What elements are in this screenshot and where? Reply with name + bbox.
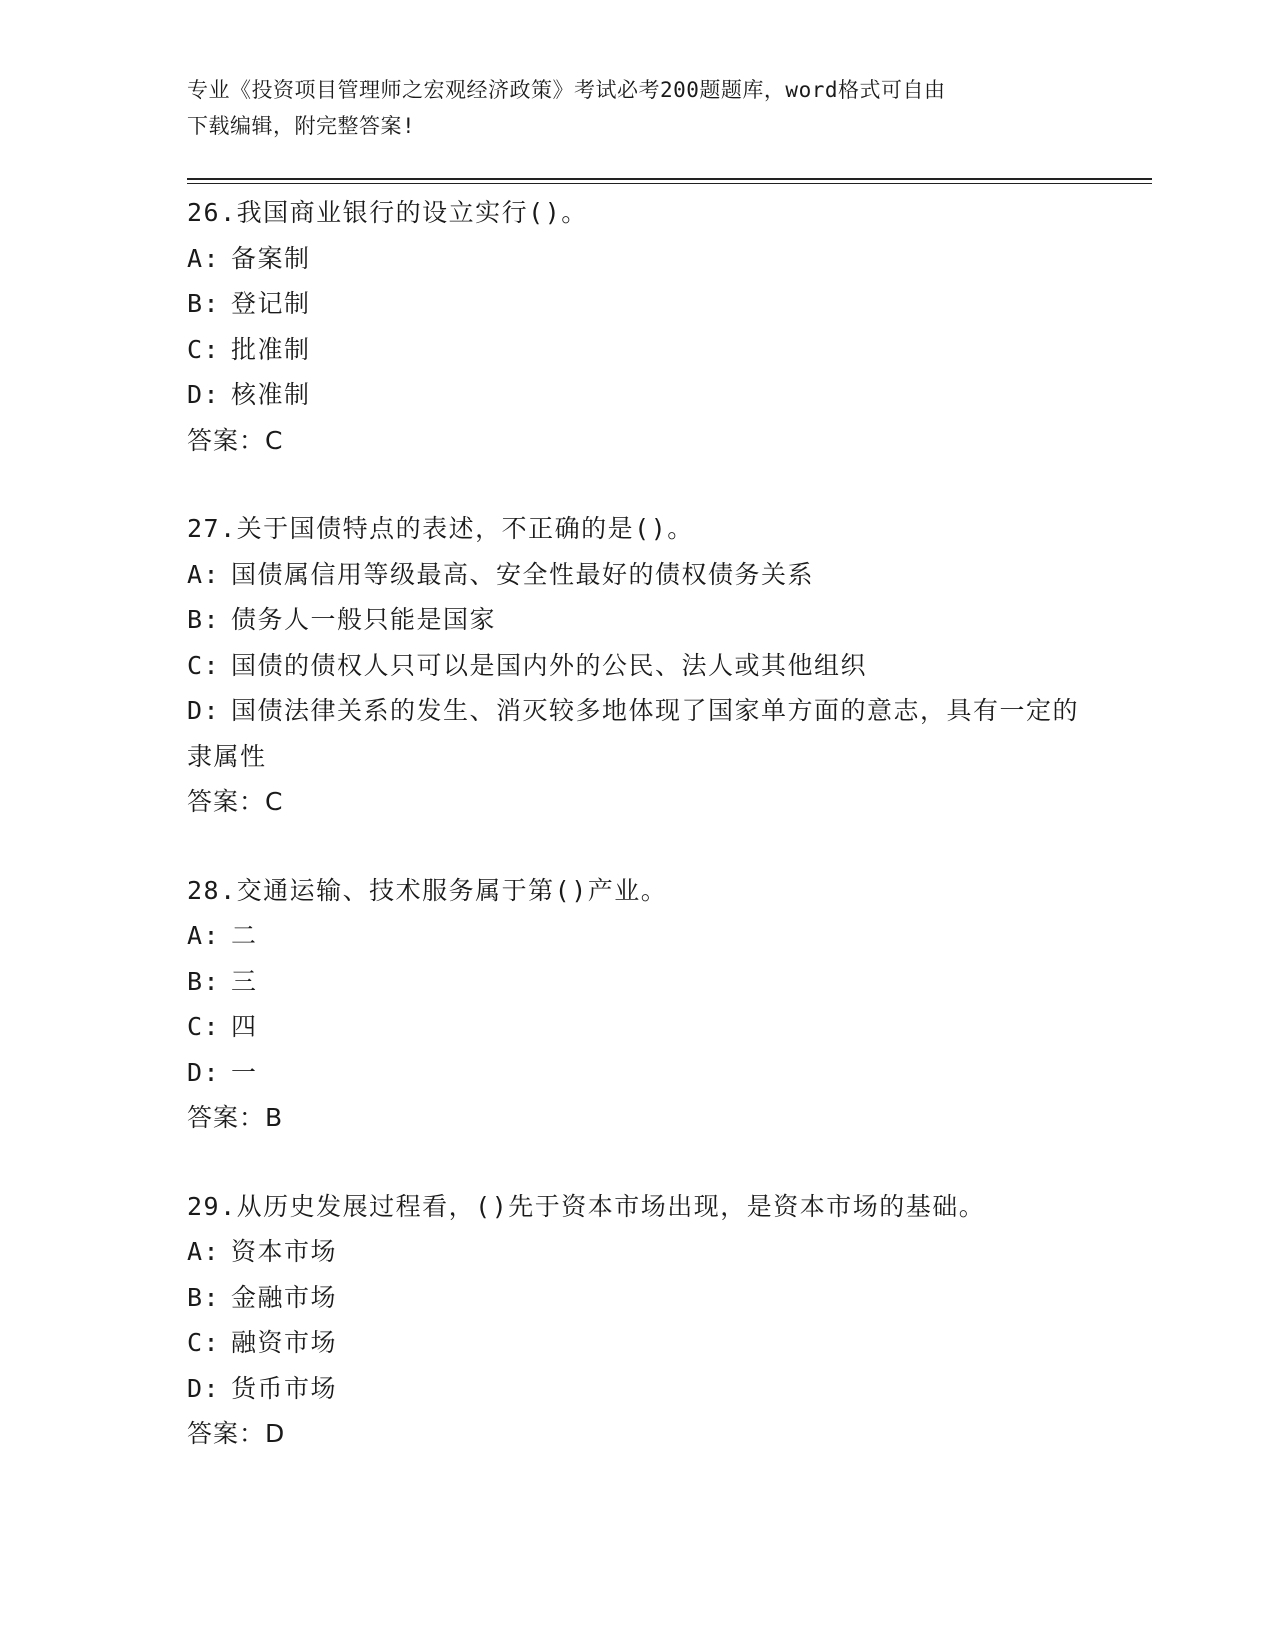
question-28 xyxy=(187,868,1087,1141)
option-letter: C: xyxy=(187,650,221,680)
option-letter: C: xyxy=(187,1012,221,1041)
option-d xyxy=(187,372,1087,418)
option-c xyxy=(187,643,1087,689)
option-text: 一 xyxy=(231,1057,258,1087)
option-text: 资本市场 xyxy=(231,1237,338,1266)
option-letter: A: xyxy=(187,921,221,950)
option-c xyxy=(187,1004,1087,1050)
option-a xyxy=(187,913,1087,959)
question-27 xyxy=(187,506,1087,825)
option-letter: C: xyxy=(187,1328,221,1357)
option-text: 二 xyxy=(231,921,258,950)
option-d xyxy=(187,688,1087,779)
header-divider xyxy=(187,178,1152,184)
option-text: 金融市场 xyxy=(231,1282,338,1312)
option-text: 国债法律关系的发生、消灭较多地体现了国家单方面的意志，具有一定的隶属性 xyxy=(187,696,1080,771)
option-letter: D: xyxy=(187,696,221,725)
option-text: 备案制 xyxy=(231,243,311,273)
question-stem: 27.关于国债特点的表述，不正确的是()。 xyxy=(187,514,694,543)
answer: 答案：C xyxy=(187,787,284,816)
option-d xyxy=(187,1366,1087,1412)
option-text: 登记制 xyxy=(231,289,311,318)
header-line-2: 下载编辑，附完整答案! xyxy=(187,114,416,138)
option-b xyxy=(187,281,1087,327)
question-stem: 26.我国商业银行的设立实行()。 xyxy=(187,198,588,227)
option-c xyxy=(187,327,1087,373)
option-letter: A: xyxy=(187,559,221,589)
option-text: 四 xyxy=(231,1012,258,1041)
option-text: 国债属信用等级最高、安全性最好的债权债务关系 xyxy=(231,559,815,589)
option-b xyxy=(187,1275,1087,1321)
option-d xyxy=(187,1050,1087,1096)
option-text: 融资市场 xyxy=(231,1328,338,1357)
option-letter: C: xyxy=(187,334,221,364)
answer: 答案：C xyxy=(187,425,284,455)
question-stem: 28.交通运输、技术服务属于第()产业。 xyxy=(187,875,668,905)
header-line-1: 专业《投资项目管理师之宏观经济政策》考试必考200题题库，word格式可自由 xyxy=(187,78,946,102)
option-c xyxy=(187,1320,1087,1366)
option-letter: D: xyxy=(187,1057,221,1087)
option-letter: B: xyxy=(187,1282,221,1312)
answer: 答案：B xyxy=(187,1103,284,1132)
answer: 答案：D xyxy=(187,1419,286,1448)
question-stem: 29.从历史发展过程看，()先于资本市场出现，是资本市场的基础。 xyxy=(187,1191,986,1221)
option-text: 债务人一般只能是国家 xyxy=(231,605,497,634)
option-letter: A: xyxy=(187,1237,221,1266)
option-text: 国债的债权人只可以是国内外的公民、法人或其他组织 xyxy=(231,650,868,680)
option-a xyxy=(187,236,1087,282)
option-text: 三 xyxy=(231,966,258,996)
question-29 xyxy=(187,1184,1087,1457)
option-b xyxy=(187,959,1087,1005)
option-text: 核准制 xyxy=(231,380,311,409)
option-text: 批准制 xyxy=(231,334,311,364)
question-26 xyxy=(187,190,1087,463)
option-letter: D: xyxy=(187,380,221,409)
question-list xyxy=(187,190,1087,1500)
option-letter: B: xyxy=(187,289,221,318)
document-header xyxy=(187,72,1067,144)
option-letter: B: xyxy=(187,605,221,634)
option-a xyxy=(187,552,1087,598)
option-a xyxy=(187,1229,1087,1275)
option-b xyxy=(187,597,1087,643)
option-letter: A: xyxy=(187,243,221,273)
option-letter: B: xyxy=(187,966,221,996)
option-letter: D: xyxy=(187,1373,221,1403)
option-text: 货币市场 xyxy=(231,1373,338,1403)
